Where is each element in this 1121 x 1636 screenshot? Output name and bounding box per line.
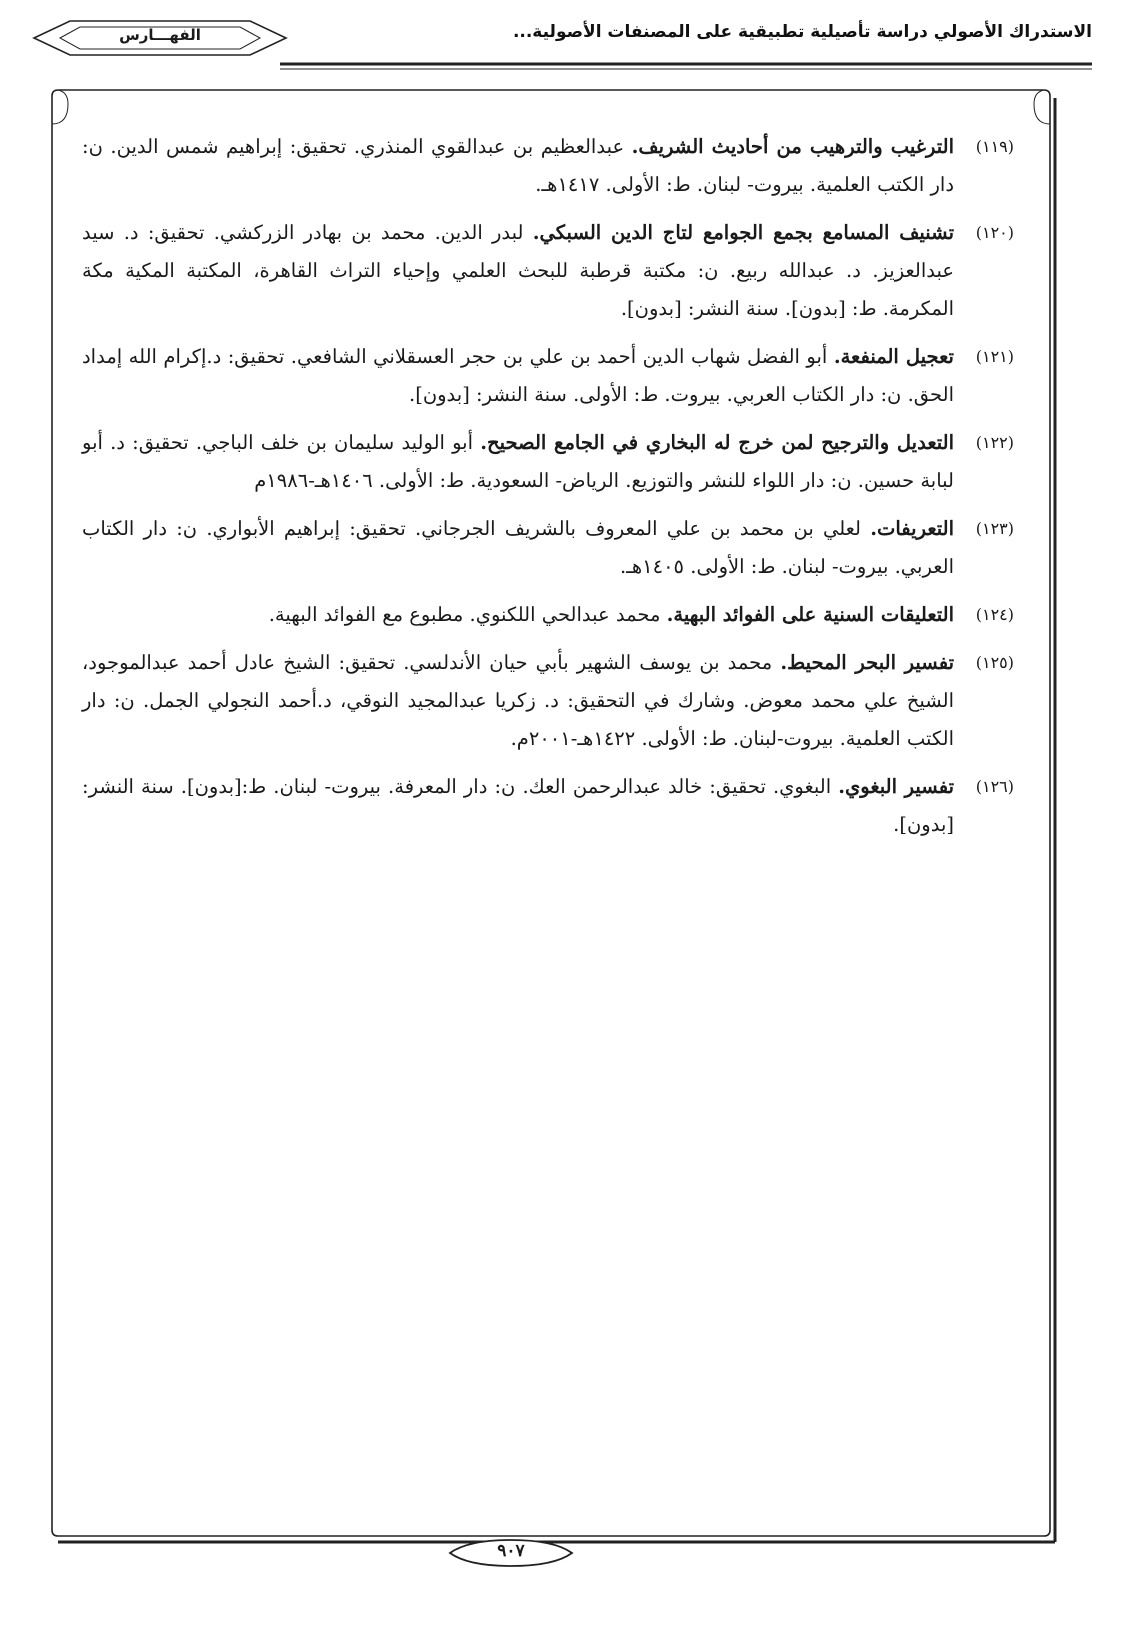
- entry-title: تشنيف المسامع بجمع الجوامع لتاج الدين السبكي.: [532, 221, 955, 244]
- entry-title: تفسير البحر المحيط.: [780, 651, 954, 674]
- reference-entry: [82, 596, 1014, 634]
- section-tab: [30, 18, 290, 58]
- entry-number: (١٢٠): [975, 223, 1014, 242]
- reference-entry: [82, 644, 1014, 758]
- reference-entry: [82, 510, 1014, 586]
- entry-number: (١٢٥): [975, 653, 1014, 672]
- section-label: الفهـــارس: [119, 26, 201, 44]
- header-rule: [30, 62, 1092, 72]
- page-header: [30, 14, 1092, 66]
- entry-body: لبدر الدين. محمد بن بهادر الزركشي. تحقيق: د. سيد عبدالعزيز. د. عبدالله ربيع. ن: مكتبة قرطبة للبحث العلمي وإحياء التراث القاهرة، المكتبة المكية مكة المكرمة. ط: [بدون]. سنة النشر: [بدون].: [82, 221, 954, 320]
- entry-body: لعلي بن محمد بن علي المعروف بالشريف الجرجاني. تحقيق: إبراهيم الأبواري. ن: دار الكتاب العربي. بيروت- لبنان. ط: الأولى. ١٤٠٥هـ.: [82, 517, 954, 578]
- page-number: ٩٠٧: [497, 1541, 525, 1561]
- reference-entry: [82, 768, 1014, 844]
- entry-number: (١٢٣): [975, 519, 1014, 538]
- entry-body: محمد بن يوسف الشهير بأبي حيان الأندلسي. تحقيق: الشيخ عادل أحمد عبدالموجود، الشيخ علي محمد معوض. وشارك في التحقيق: د. زكريا عبدالمجيد النوقي، د.أحمد النجولي الجمل. ن: دار الكتب العلمية. بيروت-لبنان. ط: الأولى. ١٤٢٢هـ-٢٠٠١م.: [82, 651, 954, 750]
- entry-title: تفسير البغوي.: [838, 775, 954, 798]
- entry-body: عبدالعظيم بن عبدالقوي المنذري. تحقيق: إبراهيم شمس الدين. ن: دار الكتب العلمية. بيروت- لبنان. ط: الأولى. ١٤١٧هـ.: [82, 135, 954, 196]
- entry-number: (١١٩): [975, 137, 1014, 156]
- book-title: الاستدراك الأصولي دراسة تأصيلية تطبيقية على المصنفات الأصولية...: [512, 22, 1092, 42]
- entry-number: (١٢١): [975, 347, 1014, 366]
- reference-entry: [82, 424, 1014, 500]
- entry-body: محمد عبدالحي اللكنوي. مطبوع مع الفوائد البهية.: [268, 603, 667, 626]
- reference-entry: [82, 128, 1014, 204]
- reference-entry: [82, 214, 1014, 328]
- entry-number: (١٢٦): [975, 777, 1014, 796]
- reference-entry: [82, 338, 1014, 414]
- entry-title: الترغيب والترهيب من أحاديث الشريف.: [631, 135, 954, 158]
- entry-title: تعجيل المنفعة.: [833, 345, 954, 368]
- entry-number: (١٢٤): [975, 605, 1014, 624]
- entry-body: أبو الفضل شهاب الدين أحمد بن علي بن حجر العسقلاني الشافعي. تحقيق: د.إكرام الله إمداد الحق. ن: دار الكتاب العربي. بيروت. ط: الأولى. سنة النشر: [بدون].: [82, 345, 954, 406]
- entry-title: التعليقات السنية على الفوائد البهية.: [666, 603, 954, 626]
- page-number-badge: [448, 1538, 574, 1568]
- entry-title: التعريفات.: [870, 517, 954, 540]
- entry-body: أبو الوليد سليمان بن خلف الباجي. تحقيق: د. أبو لبابة حسين. ن: دار اللواء للنشر والتوزيع. الرياض- السعودية. ط: الأولى. ١٤٠٦هـ-١٩٨٦م: [82, 431, 954, 492]
- entry-body: البغوي. تحقيق: خالد عبدالرحمن العك. ن: دار المعرفة. بيروت- لبنان. ط:[بدون]. سنة النشر: [بدون].: [82, 775, 954, 836]
- references-list: [82, 128, 1014, 854]
- entry-title: التعديل والترجيح لمن خرج له البخاري في الجامع الصحيح.: [480, 431, 954, 454]
- entry-number: (١٢٢): [975, 433, 1014, 452]
